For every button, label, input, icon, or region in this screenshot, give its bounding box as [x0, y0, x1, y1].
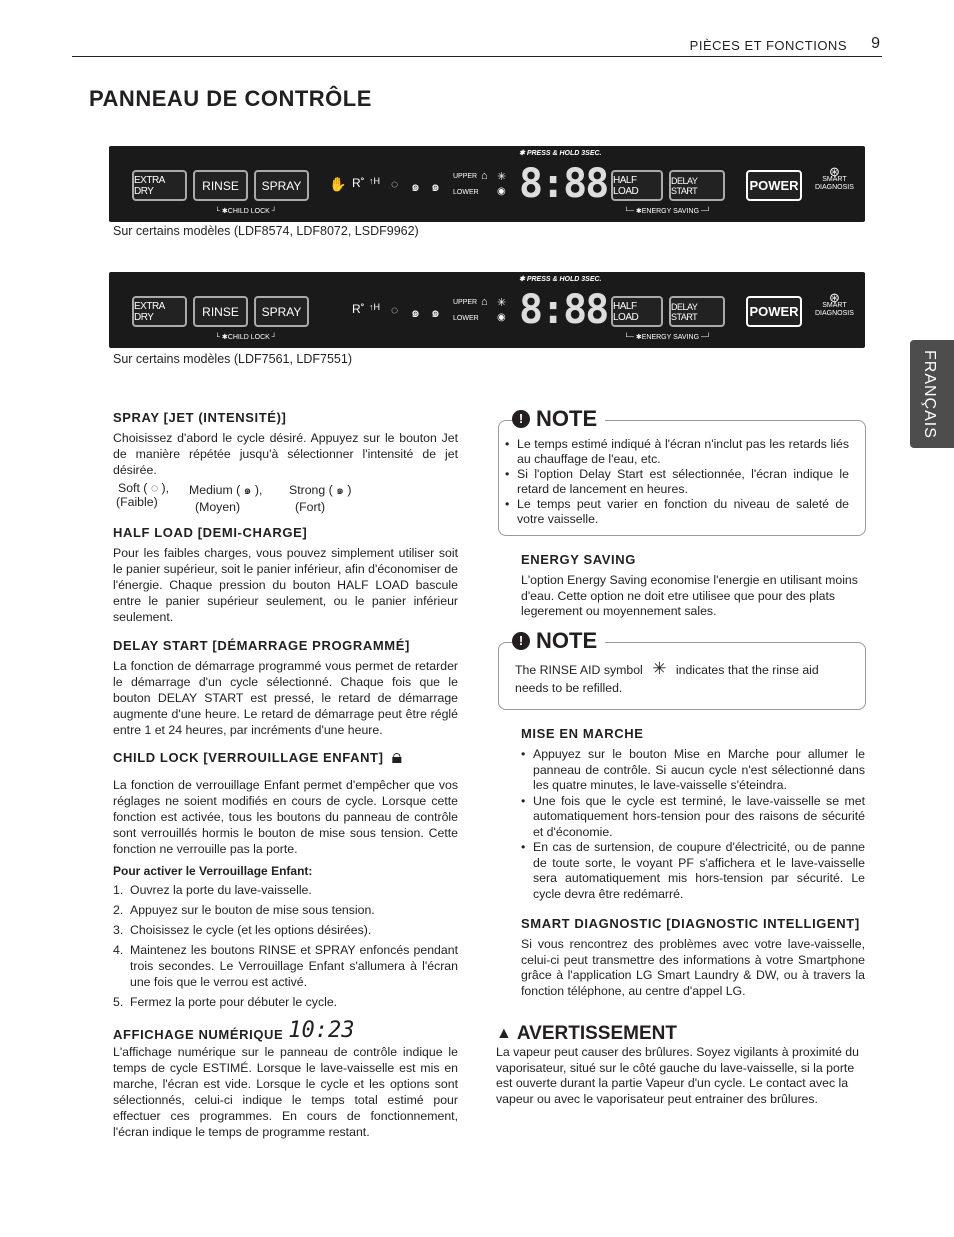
extra-dry-button: EXTRA DRY — [132, 170, 187, 201]
soft-spray-icon: ◌ — [391, 303, 399, 317]
child-lock-heading: CHILD LOCK [VERROUILLAGE ENFANT] — [113, 750, 384, 765]
power-item: • Appuyez sur le bouton Mise en Marche pour allumer le panneau de contrôle. Si aucun cycle n'est sélectionné dans les quatre minutes, le lave-vaisselle s'éteindra. — [521, 747, 865, 794]
medium-spray-icon: ๑ — [411, 178, 420, 194]
header-rule — [72, 56, 882, 57]
child-lock-body: La fonction de verrouillage Enfant permet d'empêcher que vos réglages ne soient modifiés en cours de cycle. Lorsque cette fonction est activée, tous les boutons du panneau de contrôle sont verrouillés hormis le bouton de mise sous tension. Cette fonction ne verrouille pas la porte. — [113, 778, 458, 856]
digital-display-icon: 10:23 — [288, 1018, 355, 1043]
rinse-button: RINSE — [193, 170, 248, 201]
rinse-aid-icon: R˚ — [352, 176, 365, 190]
page-title: PANNEAU DE CONTRÔLE — [89, 86, 372, 111]
upper-lower-indicator: UPPER LOWER — [453, 299, 479, 322]
child-lock-steps — [113, 882, 458, 1010]
display-body: L'affichage numérique sur le panneau de contrôle indique le temps de cycle ESTIMÉ. Lorsque le lave-vaisselle est mis en marche, l'écran est vide. Lorsque le cycle et les options sont sélectionnés, celui-ci indique le temps total estimé pour effectuer ces programmes. En cours de fonctionnement, l'écran indique le temps de programme restant. — [113, 1045, 458, 1139]
strong-spray-icon: ๑ — [336, 483, 344, 497]
child-lock-label: └ ✱CHILD LOCK ┘ — [215, 208, 277, 215]
digital-display: 8:88 — [519, 161, 608, 207]
child-lock-icon: ⌂ — [481, 296, 488, 308]
spray-button: SPRAY — [254, 170, 309, 201]
child-lock-step: 5. Fermez la porte pour débuter le cycle. — [113, 995, 338, 1009]
left-column — [113, 410, 458, 1140]
language-tab — [910, 340, 954, 448]
warning-body: La vapeur peut causer des brûlures. Soyez vigilants à proximité du vaporisateur, situé sur le côté gauche du lave-vaisselle, si la porte est ouverte durant la partie Vapeur d'un cycle. Le contact avec la vapeur ou avec le vaporisateur peut entrainer des brûlures. — [496, 1045, 859, 1106]
page-number: 9 — [871, 35, 880, 52]
header-section: PIÈCES ET FONCTIONS — [689, 38, 847, 53]
rinse-aid-icon: R˚ — [352, 302, 365, 316]
caption-panel-1: Sur certains modèles (LDF8574, LDF8072, LSDF9962) — [113, 224, 419, 238]
note-1-item: • Le temps peut varier en fonction du niveau de saleté de votre vaisselle. — [505, 497, 849, 527]
child-lock-step: 4. Maintenez les boutons RINSE et SPRAY enfoncés pendant trois secondes. Le Verrouillage Enfant s'allumera à l'écran une fois que le verrou est activé. — [113, 943, 458, 989]
hi-temp-icon: ↑H — [369, 302, 380, 312]
digital-display: 8:88 — [519, 287, 608, 333]
child-lock-label: └ ✱CHILD LOCK ┘ — [215, 334, 277, 341]
child-lock-heading-row — [113, 746, 458, 769]
control-panel-1 — [109, 146, 865, 222]
soft-spray-icon: ◌ — [150, 481, 159, 495]
delay-start-button: DELAY START — [669, 170, 725, 201]
note-1-item: • Le temps estimé indiqué à l'écran n'inclut pas les retards liés au chauffage de l'eau, etc. — [505, 437, 849, 467]
spray-levels — [113, 481, 458, 514]
child-lock-icon: 🔒︎ — [391, 746, 403, 768]
child-lock-step: 3. Choisissez le cycle (et les options désirées). — [113, 923, 372, 937]
child-lock-step: 2. Appuyez sur le bouton de mise sous tension. — [113, 903, 375, 917]
half-load-body: Pour les faibles charges, vous pouvez simplement utiliser soit le panier supérieur, soit le panier inférieur, afin d'économiser de l'énergie. Chaque pression du bouton HALF LOAD bascule entre le panier supérieur seulement, ou le panier inférieur seulement. — [113, 546, 458, 624]
half-load-button: HALF LOAD — [611, 170, 663, 201]
note-1-list — [505, 437, 849, 527]
soft-spray-icon: ◌ — [391, 177, 399, 191]
half-load-heading: HALF LOAD [DEMI-CHARGE] — [113, 525, 308, 540]
strong-spray-icon: ๑ — [431, 304, 440, 320]
caption-panel-2: Sur certains modèles (LDF7561, LDF7551) — [113, 352, 353, 366]
medium-spray-icon: ๑ — [243, 483, 252, 497]
smart-diagnostic-heading: SMART DIAGNOSTIC [DIAGNOSTIC INTELLIGENT] — [521, 916, 860, 931]
power-item: • En cas de surtension, de coupure d'électricité, ou de panne de toute sorte, le voyant PF s'affichera et le lave-vaisselle sera automatiquement mis hors-tension par sécurité. Le cycle devra être redémarré. — [521, 840, 865, 902]
strong-spray-icon: ๑ — [431, 178, 440, 194]
delay-start-heading: DELAY START [DÉMARRAGE PROGRAMMÉ] — [113, 638, 410, 653]
energy-saving-heading: ENERGY SAVING — [521, 552, 636, 567]
steam-icon: ✋ — [329, 176, 347, 192]
spray-button: SPRAY — [254, 296, 309, 327]
hi-temp-icon: ↑H — [369, 176, 380, 186]
press-hold-label: ✱ PRESS & HOLD 3SEC. — [519, 150, 602, 157]
energy-saving-label: └─ ✱ENERGY SAVING ─┘ — [624, 208, 711, 215]
rinse-aid-light-icon: ✳ — [497, 171, 507, 183]
delay-start-body: La fonction de démarrage programmé vous permet de retarder le démarrage d'un cycle sélectionné. Chaque fois que le bouton DELAY START est pressé, le retard de démarrage augmente d'une heure. Le retard de démarrage peut être réglé entre 1 et 24 heures, par incréments d'une heure. — [113, 659, 458, 737]
display-heading-row — [113, 1020, 458, 1042]
display-heading: AFFICHAGE NUMÉRIQUE — [113, 1027, 284, 1042]
warning-title: ▲ AVERTISSEMENT — [496, 1023, 677, 1044]
smart-diag-small-icon: ◉ — [497, 312, 506, 323]
note-title-1: ! NOTE — [512, 406, 605, 432]
exclamation-icon: ! — [512, 410, 530, 428]
warning-icon: ▲ — [496, 1025, 512, 1042]
note-title-2: ! NOTE — [512, 628, 605, 654]
extra-dry-button: EXTRA DRY — [132, 296, 187, 327]
child-lock-icon: ⌂ — [481, 170, 488, 182]
child-lock-subheading: Pour activer le Verrouillage Enfant: — [113, 864, 313, 878]
smart-diagnosis-icon: ⊛ SMART DIAGNOSIS — [815, 290, 854, 317]
delay-start-button: DELAY START — [669, 296, 725, 327]
smart-diagnosis-icon: ⊛ SMART DIAGNOSIS — [815, 164, 854, 191]
power-item: • Une fois que le cycle est terminé, le lave-vaisselle se met automatiquement hors-tension pour des raisons de sécurité et d'économie. — [521, 794, 865, 841]
smart-diagnostic-body: Si vous rencontrez des problèmes avec votre lave-vaisselle, celui-ci peut transmettre des informations à votre Smartphone grâce à l'application LG Smart Laundry & DW, ou à travers la fonction téléphone, au centre d'appel LG. — [521, 937, 865, 998]
spray-heading: SPRAY [JET (INTENSITÉ)] — [113, 410, 287, 425]
press-hold-label: ✱ PRESS & HOLD 3SEC. — [519, 276, 602, 283]
spray-soft: Soft ( ◌ ), (Faible) — [116, 481, 170, 509]
power-button: POWER — [746, 296, 802, 327]
control-panel-2 — [109, 272, 865, 348]
half-load-button: HALF LOAD — [611, 296, 663, 327]
spray-medium: Medium ( ๑ ), (Moyen) — [189, 483, 263, 514]
power-list — [521, 747, 865, 902]
power-heading: MISE EN MARCHE — [521, 726, 644, 741]
child-lock-step: 1. Ouvrez la porte du lave-vaisselle. — [113, 883, 312, 897]
spray-body: Choisissez d'abord le cycle désiré. Appuyez sur le bouton Jet de manière répétée jusqu'à sélectionner l'intensité de jet désirée. — [113, 431, 458, 477]
note-2-text: The RINSE AID symbol ✳ indicates that the rinse aid needs to be refilled. — [515, 659, 819, 695]
rinse-button: RINSE — [193, 296, 248, 327]
medium-spray-icon: ๑ — [411, 304, 420, 320]
energy-saving-body: L'option Energy Saving economise l'energie en utilisant moins d'eau. Cette option ne doit etre utilisee que pour des plats legerement ou moyennement sales. — [521, 573, 858, 618]
rinse-aid-icon: ✳ — [652, 659, 667, 678]
rinse-aid-light-icon: ✳ — [497, 297, 507, 309]
smart-diag-small-icon: ◉ — [497, 186, 506, 197]
language-tab-label: FRANÇAIS — [921, 350, 938, 439]
energy-saving-label: └─ ✱ENERGY SAVING ─┘ — [624, 334, 711, 341]
power-button: POWER — [746, 170, 802, 201]
spray-strong: Strong ( ๑ ) (Fort) — [289, 483, 352, 514]
upper-lower-indicator: UPPER LOWER — [453, 173, 479, 196]
note-1-item: • Si l'option Delay Start est sélectionnée, l'écran indique le retard de lancement en heures. — [505, 467, 849, 497]
exclamation-icon: ! — [512, 632, 530, 650]
